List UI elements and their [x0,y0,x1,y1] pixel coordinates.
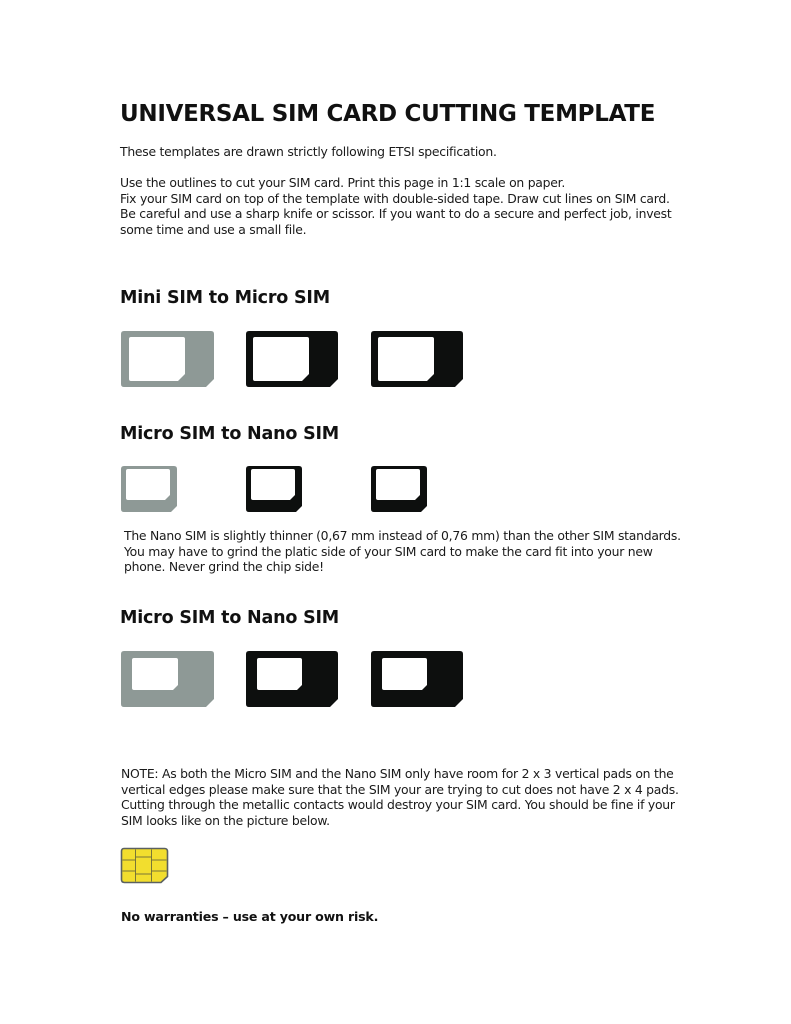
note-line: You may have to grind the platic side of your SIM card to make the card fit into your new [124,543,653,559]
section-heading-micro-to-nano-2: Micro SIM to Nano SIM [120,608,339,628]
sim-cutout [251,469,295,500]
sim-cutout [382,658,427,690]
sim-cutout [129,337,185,381]
sim-cutting-template [371,466,427,512]
page-title: UNIVERSAL SIM CARD CUTTING TEMPLATE [120,101,656,127]
section-heading-micro-to-nano: Micro SIM to Nano SIM [120,424,339,444]
instructions-line: Be careful and use a sharp knife or scissor. If you want to do a secure and perfect job, invest [120,206,672,221]
sim-template-reference [121,466,177,512]
section-heading-mini-to-micro: Mini SIM to Micro SIM [120,288,330,308]
instructions-paragraph [120,175,671,237]
sim-cutout [132,658,178,690]
pad-note-paragraph [121,766,679,828]
note-line: phone. Never grind the chip side! [124,559,324,574]
pad-note-line: NOTE: As both the Micro SIM and the Nano SIM only have room for 2 x 3 vertical pads on the [121,766,674,781]
sim-cutout [257,658,302,690]
instructions-line: Use the outlines to cut your SIM card. Print this page in 1:1 scale on paper. [120,175,566,190]
chip-body [122,849,168,883]
sim-template-reference [121,331,214,387]
sim-template-reference [121,651,214,707]
sim-cutout [126,469,170,500]
note-line: The Nano SIM is slightly thinner (0,67 mm instead of 0,76 mm) than the other SIM standards. [124,528,681,543]
sim-cutout [253,337,309,381]
sim-cutting-template [246,651,338,707]
sim-cutting-template [371,331,463,387]
sim-cutout [378,337,434,381]
intro-text: These templates are drawn strictly following ETSI specification. [120,144,497,159]
pad-note-line: vertical edges please make sure that the SIM your are trying to cut does not have 2 x 4 pads. [121,781,679,797]
sim-cutting-template [246,331,338,387]
sim-chip-pads-illustration [121,848,168,883]
instructions-line: Fix your SIM card on top of the template with double-sided tape. Draw cut lines on SIM card. [120,190,670,206]
disclaimer: No warranties – use at your own risk. [121,909,379,924]
sim-cutting-template [246,466,302,512]
sim-cutting-template [371,651,463,707]
pad-note-line: SIM looks like on the picture below. [121,812,330,828]
pad-note-line: Cutting through the metallic contacts would destroy your SIM card. You should be fine if your [121,797,675,812]
nano-thickness-note [124,528,681,575]
instructions-line: some time and use a small file. [120,221,307,237]
sim-cutout [376,469,420,500]
